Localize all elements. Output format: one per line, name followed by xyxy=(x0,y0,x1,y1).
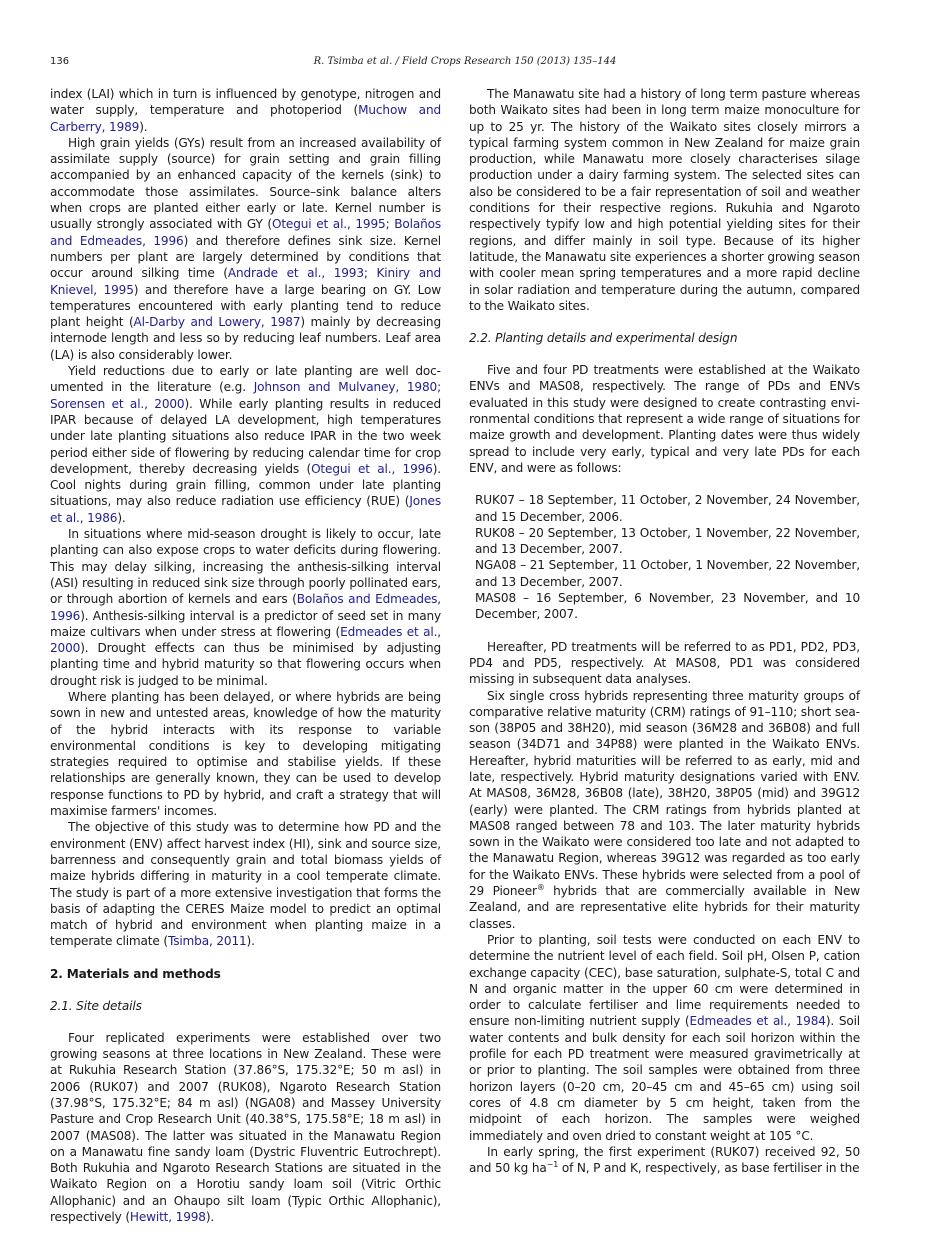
text: ). Soil water contents and bulk density for each soil horizon within the profile for each PD treatment were measured gravimetrically at or prior to planting. The soil samples were obtained from three horizon layers (0–20 cm, 20–45 cm and 45–65 cm) using soil cores of 4.8 cm diameter by 5 cm height, taken from the midpoint of each horizon. The samples were weighed immediately and oven dried to constant weight at 105 °C. xyxy=(469,1014,861,1143)
text: Prior to planting, soil tests were conducted on each ENV to determine the nutrient level of each field. Soil pH, Olsen P, cation exchange capacity (CEC), base saturation, sulphate-S, total C and N and organic matter in the upper 60 cm were determined in order to calculate fertiliser and lime requirements needed to ensure non-limiting nutrient supply ( xyxy=(469,932,860,1029)
citation-link[interactable]: Muchow and Carberry, 1989 xyxy=(50,103,441,134)
text: ). xyxy=(139,119,148,134)
running-head xyxy=(50,56,880,70)
text: In early spring, the first experiment (RUK07) received 92, 50 and 50 kg ha xyxy=(469,1144,860,1176)
paragraph xyxy=(50,86,441,135)
paragraph: Hereafter, PD treatments will be referred to as PD1, PD2, PD3, PD4 and PD5, respectively. At MAS08, PD1 was considered missing in subsequent data analyses. xyxy=(469,639,860,687)
list-item: NGA08 – 21 September, 11 October, 1 November, 22 November, and 13 December, 2007. xyxy=(475,558,860,589)
text: ) and therefore have a large bearing on GY. Low temperatures encountered with early planting tend to reduce plant height ( xyxy=(50,282,441,330)
journal-reference: R. Tsimba et al. / Field Crops Research 150 (2013) 135–144 xyxy=(313,56,617,67)
text: High grain yields (GYs) result from an increased availability of assimilate supply (source) for grain setting and grain filling accompanied by an enhanced capacity of the kernels (sink) to accommodate those assimilates. Source–sink balance alters when crops are planted either early or late. Kernel number is usually strongly associated with GY ( xyxy=(50,135,441,232)
paragraph xyxy=(469,688,860,932)
citation-link[interactable]: Hewitt, 1998 xyxy=(129,1210,206,1224)
paragraph xyxy=(469,1144,860,1177)
section-heading: 2. Materials and methods xyxy=(50,966,221,981)
citation-link[interactable]: Johnson and Mulvaney, 1980; Sorensen et al., 2000 xyxy=(50,380,441,411)
text: The objective of this study was to determine how PD and the environment (ENV) affect harvest index (HI), sink and source size, barrenness and consequently grain and total biomass yields of maize hybrids differing in maturity in a cool temperate climate. The study is part of a more extensive investigation that forms the basis of adapting the CERES Maize model to predict an optimal match of hybrid and environment when planting maize in a temperate climate ( xyxy=(50,820,441,949)
list-item: RUK07 – 18 September, 11 October, 2 November, 24 November, and 15 December, 2006. xyxy=(475,493,860,524)
citation-link[interactable]: Otegui et al., 1996 xyxy=(311,461,433,476)
paragraph xyxy=(50,135,441,363)
left-column xyxy=(50,86,441,1225)
paragraph: The Manawatu site had a history of long term pasture whereas both Waikato sites had been in long term maize monoculture for up to 25 yr. The history of the Waikato sites closely mirrors a typical farming system common in New Zealand for maize grain production, while Manawatu more closely characterises silage production under a dairy farming system. The selected sites can also be considered to be a fair representation of soil and weather conditions for their respective regions. Rukuhia and Ngaroto respectively typify low and high potential yielding sites for their regions, and differ mainly in soil type. Because of its higher latitude, the Manawatu site experiences a shorter growing season with cooler mean spring temperatures and a more rapid decline in solar radiation and temperature during the autumn, compared to the Waikato sites. xyxy=(469,87,860,313)
paragraph: Where planting has been delayed, or where hybrids are being sown in new and untested areas, knowledge of how the maturity of the hybrid interacts with its response to variable environmental conditions is key to developing mitigating strategies required to optimise and stabilise yields. If these relationships are generally known, they can be used to develop response functions to PD by hybrid, and craft a strategy that will maximise farmers' incomes. xyxy=(50,689,441,819)
right-column xyxy=(469,86,860,1176)
citation-link[interactable]: Andrade et al., 1993; Kiniry and Knievel, 1995 xyxy=(50,266,441,297)
list-item: RUK08 – 20 September, 13 October, 1 November, 22 November, and 13 December, 2007. xyxy=(475,525,860,557)
text: ). Drought effects can thus be minimised by adjusting planting time and hybrid maturity so that flowering occurs when drought risk is judged to be minimal. xyxy=(50,641,441,688)
text: Six single cross hybrids representing three maturity groups of comparative relative maturity (CRM) ratings of 91–110; short season (38P05 and 38H20), mid season (36M28 and 36B08) and full season (34D71 and 34P88) were planted in the Waikato ENVs. Hereafter, hybrid maturities will be referred to as early, mid and late, respectively. Hybrid maturity designations varied with ENV. At MAS08, 36M28, 36B08 (late), 38H20, 38P05 (mid) and 39G12 (early) were planted. The CRM ratings from hybrids planted at MAS08 ranged between 78 and 103. The later maturity hybrids sown in the Waikato were considered too late and not adapted to the Manawatu Region, whereas 39G12 was regarded as too early for the Waikato ENVs. These hybrids were selected from a pool of 29 Pioneer xyxy=(469,688,860,899)
text: ) mainly by decreasing internode length and less so by reducing leaf numbers. Leaf area (LA) is also considerably lower. xyxy=(50,315,441,362)
text: Yield reductions due to early or late planting are well documented in the literature (e.g. xyxy=(50,364,441,395)
text: ). While early planting results in reduced IPAR because of delayed LA development, high temperatures under late planting situations also reduce IPAR in the two week period either side of flowering by reducing calendar time for crop development, thereby decreasing yields ( xyxy=(50,396,441,476)
paragraph xyxy=(50,819,441,949)
page-number: 136 xyxy=(50,56,70,67)
text: ). xyxy=(117,510,126,525)
paragraph xyxy=(50,526,441,689)
citation-link[interactable]: Tsimba, 2011 xyxy=(167,934,247,949)
citation-link[interactable]: Bolaños and Edmeades, 1996 xyxy=(50,592,441,623)
superscript: −1 xyxy=(546,1160,559,1170)
citation-link[interactable]: Jones et al., 1986 xyxy=(50,494,441,525)
text: ). Cool nights during grain filling, common under late planting situations, may also reduce radiation use efficiency (RUE) ( xyxy=(50,461,441,509)
subsection-heading: 2.1. Site details xyxy=(50,998,142,1013)
citation-link[interactable]: Otegui et al., 1995; Bolaños and Edmeades, 1996 xyxy=(50,217,441,248)
paragraph xyxy=(50,363,441,526)
citation-link[interactable]: Edmeades et al., 2000 xyxy=(50,624,441,656)
text: ) and therefore defines sink size. Kernel numbers per plant are largely determined by conditions that occur around silking time ( xyxy=(50,233,441,281)
text: Four replicated experiments were established over two growing seasons at three locations in New Zealand. These were at Rukuhia Research Station (37.86°S, 175.32°E; 50 m asl) in 2006 (RUK07) and 2007 (RUK08), Ngaroto Research Station (37.98°S, 175.32°E; 84 m asl) (NGA08) and Massey University Pasture and Crop Research Unit (40.38°S, 175.58°E; 18 m asl) in 2007 (MAS08). The latter was situated in the Manawatu Region on a Manawatu fine sandy loam (Dystric Fluventric Eutrochrept). Both Rukuhia and Ngaroto Research Stations are situated in the Waikato Region on a Horotiu sandy loam soil (Vitric Orthic Allophanic) and an Ohaupo silt loam (Typic Orthic Allophanic), respectively ( xyxy=(50,1030,441,1224)
list-item: MAS08 – 16 September, 6 November, 23 November, and 10 December, 2007. xyxy=(475,591,860,622)
text: ). Anthesis-silking interval is a predictor of seed set in many maize cultivars when under stress at flowering ( xyxy=(50,608,441,639)
text: ). xyxy=(246,934,255,949)
paragraph: Five and four PD treatments were established at the Waikato ENVs and MAS08, respectively. The range of PDs and ENVs evaluated in this study were designed to create contrasting environmental conditions that represent a wide range of situations for maize growth and development. Planting dates were thus widely spread to include very early, typical and very late PDs for each ENV, and were as follows: xyxy=(469,363,860,475)
citation-link[interactable]: Edmeades et al., 1984 xyxy=(689,1014,826,1029)
paragraph xyxy=(469,932,860,1144)
planting-dates-list xyxy=(475,492,860,622)
paragraph xyxy=(50,1030,441,1226)
subsection-heading: 2.2. Planting details and experimental design xyxy=(469,331,738,346)
text: ). xyxy=(205,1210,215,1224)
text: hybrids that are commercially available in New Zealand, and are representative elite hybrids for their maturity classes. xyxy=(469,884,860,931)
text: of N, P and K, respectively, as base fertiliser in the xyxy=(558,1161,860,1176)
text: index (LAI) which in turn is influenced by genotype, nitrogen and water supply, temperature and photoperiod ( xyxy=(50,87,441,118)
registered-mark: ® xyxy=(536,883,545,893)
text: In situations where mid-season drought is likely to occur, late planting can also expose crops to water deficits during flowering. This may delay silking, increasing the anthesis-silking interval (ASI) resulting in reduced sink size through poorly pollinated ears, or through abortion of kernels and ears ( xyxy=(50,527,441,607)
citation-link[interactable]: Al-Darby and Lowery, 1987 xyxy=(133,315,301,330)
